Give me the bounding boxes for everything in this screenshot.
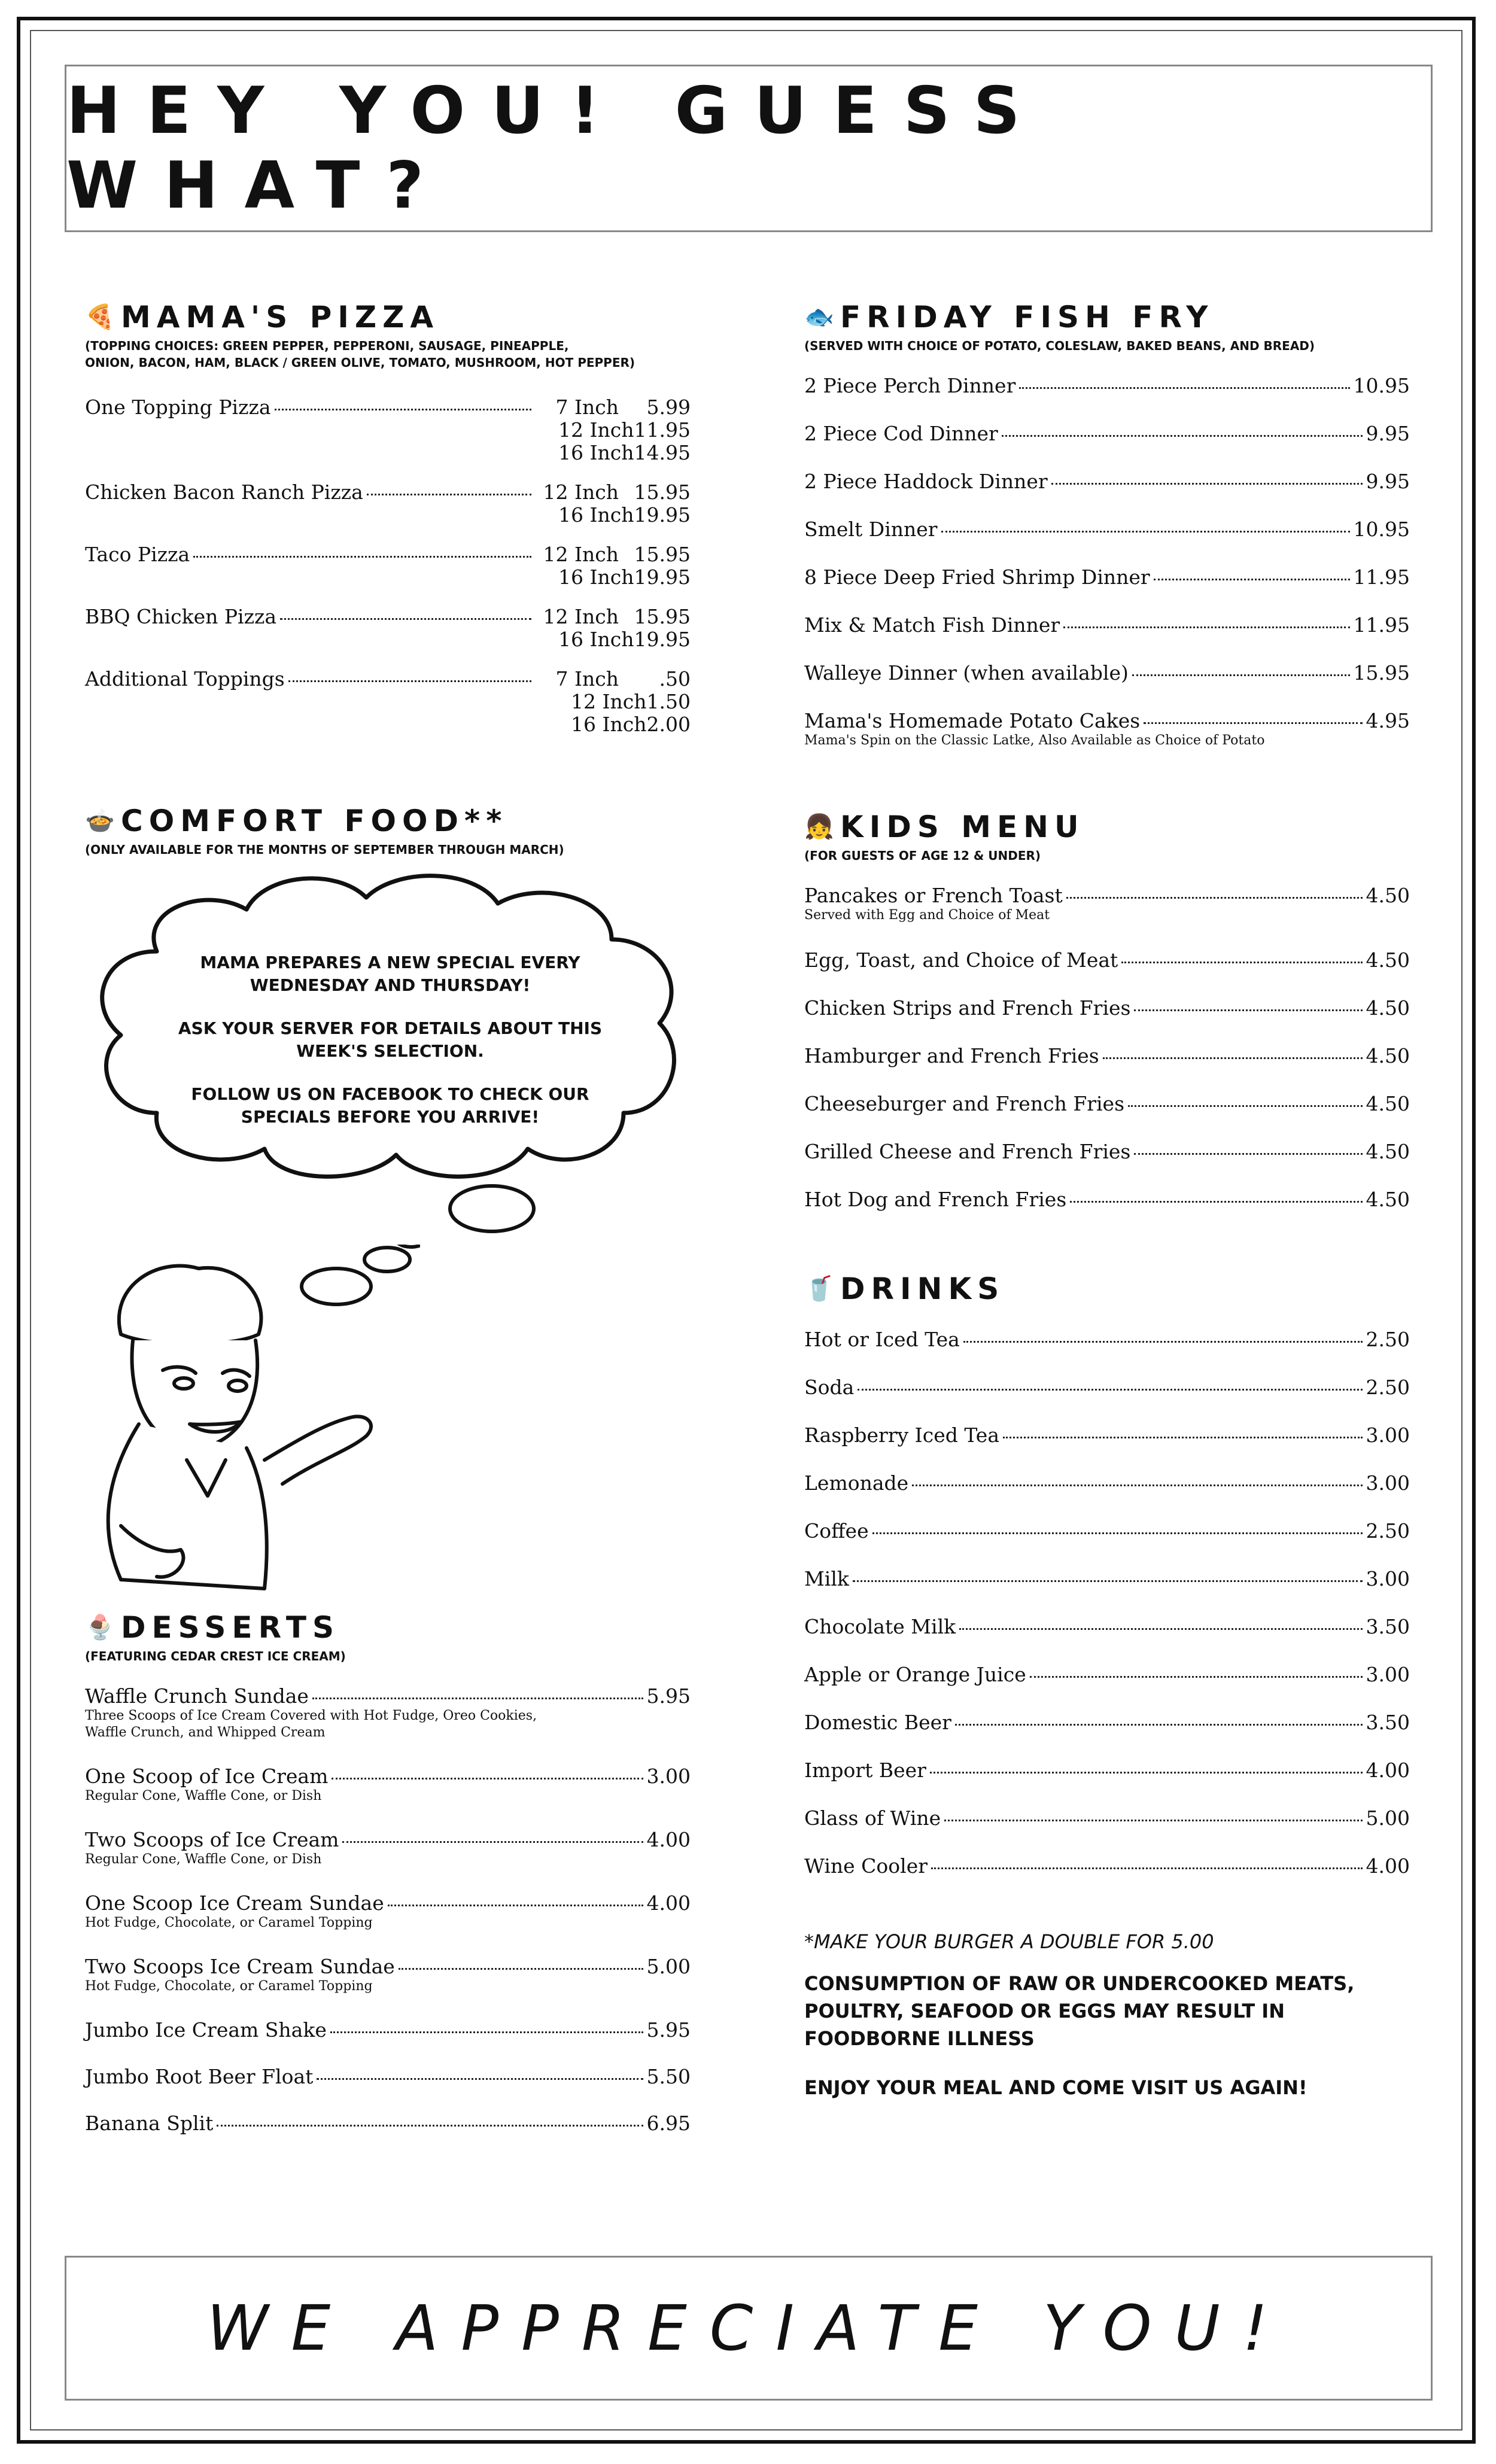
item-price: 10.95 [1353,518,1410,541]
kids-title: KIDS MENU [840,810,1085,844]
item-price: 4.50 [1366,884,1410,907]
menu-item [804,422,1410,445]
menu-item-row [85,2065,691,2088]
menu-item-row [804,884,1410,907]
item-price: 15.95 [634,480,691,504]
item-name: Milk [804,1567,849,1590]
menu-item-row [85,481,691,504]
item-name: One Scoop Ice Cream Sundae [85,1891,384,1915]
menu-item [804,1759,1410,1782]
item-name: 2 Piece Cod Dinner [804,422,998,445]
kids-list [804,884,1410,1211]
dot-leader [1070,1201,1362,1203]
item-name: Walleye Dinner (when available) [804,661,1129,685]
size-price-row [85,442,691,464]
dot-leader [1154,579,1350,580]
item-size: 12 Inch [558,418,634,442]
menu-item [804,997,1410,1020]
pizza-title: MAMA'S PIZZA [121,300,440,334]
size-price-row [85,419,691,442]
item-name: Chicken Bacon Ranch Pizza [85,480,363,504]
item-description: Served with Egg and Choice of Meat [804,908,1050,923]
fish-list [804,375,1410,749]
dot-leader [1002,435,1363,437]
pizza-toppings-note: (TOPPING CHOICES: GREEN PEPPER, PEPPERONI, SAUSAGE, PINEAPPLE, ONION, BACON, HAM, BLACK / GREEN OLIVE, TOMATO, MUSHROOM, HOT PEPPER) [85,339,636,370]
desserts-title: DESSERTS [121,1610,340,1645]
menu-item-row [804,1045,1410,1067]
fish-heading [804,299,1410,335]
menu-item-row [85,1955,691,1978]
desserts-note: (FEATURING CEDAR CREST ICE CREAM) [85,1649,346,1663]
dot-leader [1128,1105,1363,1107]
item-price: 19.95 [634,565,691,589]
item-name: Jumbo Ice Cream Shake [85,2018,327,2042]
dot-leader [1030,1676,1363,1678]
menu-item [85,1955,691,1995]
item-price: 3.00 [646,1765,691,1788]
menu-item [85,668,691,736]
dot-leader [193,556,531,558]
menu-item [804,1807,1410,1830]
menu-item-row [804,1328,1410,1351]
child-icon: 👧 [804,813,834,841]
menu-item-row [85,1829,691,1851]
dot-leader [930,1772,1363,1774]
item-name: Additional Toppings [85,667,285,690]
comfort-title: COMFORT FOOD** [121,804,508,838]
size-price-row [85,566,691,589]
menu-item [804,1663,1410,1686]
item-price: 5.99 [646,396,691,419]
menu-item [85,2112,691,2135]
fish-note: (SERVED WITH CHOICE OF POTATO, COLESLAW, BAKED BEANS, AND BREAD) [804,339,1315,353]
menu-item [804,1376,1410,1399]
menu-item [804,614,1410,637]
item-description: Regular Cone, Waffle Cone, or Dish [85,1852,322,1867]
dot-leader [217,2125,643,2127]
item-price: 19.95 [634,503,691,527]
item-name: Taco Pizza [85,543,190,566]
item-price: 15.95 [634,543,691,566]
dot-leader [288,680,531,682]
item-name: 8 Piece Deep Fried Shrimp Dinner [804,565,1150,589]
dot-leader [944,1820,1362,1821]
soup-bowl-icon: 🍲 [85,807,115,835]
menu-item-row [804,1711,1410,1734]
item-price: 4.00 [1366,1759,1410,1782]
menu-item-row [804,1568,1410,1590]
item-price: 4.00 [1366,1854,1410,1878]
item-size: 12 Inch [571,690,647,713]
dot-leader [312,1698,643,1699]
item-size: 16 Inch [558,565,634,589]
desserts-list [85,1685,691,2135]
item-price: 10.95 [1353,374,1410,397]
menu-item-row [804,1376,1410,1399]
menu-item-row [804,1807,1410,1830]
item-description: Mama's Spin on the Classic Latke, Also Available as Choice of Potato [804,733,1265,748]
item-price: 15.95 [1353,661,1410,685]
menu-item-row [804,662,1410,685]
footer-banner [65,2256,1433,2401]
menu-item-row [804,566,1410,589]
item-name: Wine Cooler [804,1854,928,1878]
drinks-section [804,1271,1410,1903]
item-price: 9.95 [1366,422,1410,445]
item-price: 5.00 [1366,1806,1410,1830]
item-name: 2 Piece Perch Dinner [804,374,1016,397]
menu-item [85,2019,691,2042]
item-description: Hot Fudge, Chocolate, or Caramel Topping [85,1979,373,1994]
item-name: Soda [804,1376,855,1399]
item-price: 4.95 [1366,709,1410,732]
item-price: 4.50 [1366,1092,1410,1115]
dot-leader [872,1532,1363,1534]
item-name: Hot or Iced Tea [804,1328,960,1351]
dot-leader [1003,1437,1363,1438]
fish-icon: 🐟 [804,303,834,331]
item-price: 3.50 [1366,1615,1410,1638]
fish-title: FRIDAY FISH FRY [840,300,1214,334]
menu-item-row [804,518,1410,541]
item-name: Pancakes or French Toast [804,884,1063,907]
menu-item [804,1188,1410,1211]
dot-leader [275,409,531,410]
menu-item [85,396,691,464]
menu-item-row [85,668,691,690]
drink-cup-icon: 🥤 [804,1275,834,1303]
size-price [535,543,691,566]
item-size: 7 Inch [555,667,619,690]
item-size: 16 Inch [558,503,634,527]
dot-leader [912,1485,1362,1486]
item-price: 3.00 [1366,1423,1410,1447]
item-size: 7 Inch [555,396,619,419]
menu-item-row [804,710,1410,732]
comfort-section [85,803,691,858]
pizza-section [85,299,691,753]
header-title: HEY YOU! GUESS WHAT? [66,74,1047,223]
dot-leader [941,531,1350,533]
item-price: 4.50 [1366,1140,1410,1163]
item-name: Jumbo Root Beer Float [85,2065,314,2088]
desserts-section [85,1610,691,2159]
item-price: 1.50 [646,690,691,713]
menu-item [804,884,1410,924]
item-price: 4.50 [1366,1188,1410,1211]
menu-item [804,662,1410,685]
item-price: 2.50 [1366,1376,1410,1399]
menu-item-row [804,1520,1410,1543]
item-price: 5.95 [646,2018,691,2042]
dot-leader [367,494,531,495]
size-price [535,668,691,690]
item-name: 2 Piece Haddock Dinner [804,470,1048,493]
drinks-title: DRINKS [840,1271,1005,1306]
menu-notes [804,1928,1410,2101]
item-price: 11.95 [1353,565,1410,589]
menu-item [804,1568,1410,1590]
item-name: Mix & Match Fish Dinner [804,613,1060,637]
dot-leader [931,1867,1363,1869]
menu-item-row [804,1663,1410,1686]
dot-leader [388,1905,643,1906]
menu-item [804,949,1410,972]
item-price: 3.50 [1366,1711,1410,1734]
menu-item [804,1328,1410,1351]
dot-leader [858,1389,1362,1391]
menu-item-row [804,997,1410,1020]
item-price: .50 [659,667,691,690]
item-price: 3.00 [1366,1567,1410,1590]
menu-item [804,710,1410,749]
comfort-note: (ONLY AVAILABLE FOR THE MONTHS OF SEPTEMBER THROUGH MARCH) [85,842,564,857]
drinks-heading [804,1271,1410,1307]
menu-item-row [804,1759,1410,1782]
menu-item [804,1855,1410,1878]
item-name: Smelt Dinner [804,518,938,541]
item-name: Chocolate Milk [804,1615,956,1638]
item-name: One Topping Pizza [85,396,271,419]
item-name: Domestic Beer [804,1711,951,1734]
menu-item [804,1472,1410,1495]
menu-item [804,518,1410,541]
dot-leader [342,1841,643,1843]
dot-leader [1144,722,1362,724]
thank-you-note: ENJOY YOUR MEAL AND COME VISIT US AGAIN! [804,2076,1308,2099]
item-price: 3.00 [1366,1471,1410,1495]
size-price-row [85,690,691,713]
menu-item [85,1829,691,1868]
menu-item [804,375,1410,397]
menu-item-row [85,396,691,419]
menu-item-row [804,1140,1410,1163]
dot-leader [1134,1009,1362,1011]
item-size: 16 Inch [558,628,634,651]
item-price: 15.95 [634,605,691,628]
menu-item [85,1765,691,1805]
drinks-list [804,1328,1410,1878]
item-price: 5.95 [646,1684,691,1708]
size-price [535,606,691,628]
kids-heading [804,809,1410,845]
menu-item-row [85,1685,691,1708]
menu-item [804,1711,1410,1734]
menu-item [804,1093,1410,1115]
menu-item-row [85,2112,691,2135]
item-price: 4.00 [646,1828,691,1851]
item-name: Egg, Toast, and Choice of Meat [804,948,1118,972]
item-name: Hamburger and French Fries [804,1044,1099,1067]
item-price: 19.95 [634,628,691,651]
dot-leader [1066,897,1363,899]
double-burger-note: *MAKE YOUR BURGER A DOUBLE FOR 5.00 [804,1930,1214,1953]
item-name: Chicken Strips and French Fries [804,996,1131,1020]
menu-item [804,1140,1410,1163]
dot-leader [330,2031,643,2033]
dot-leader [959,1628,1362,1630]
item-name: BBQ Chicken Pizza [85,605,277,628]
item-name: Grilled Cheese and French Fries [804,1140,1131,1163]
item-name: Cheeseburger and French Fries [804,1092,1125,1115]
size-price [535,396,691,419]
item-size: 16 Inch [571,713,647,736]
menu-item-row [85,1765,691,1788]
comfort-heading [85,803,691,839]
menu-item-row [804,1424,1410,1447]
dot-leader [399,1968,643,1970]
item-price: 2.00 [646,713,691,736]
menu-item-row [85,543,691,566]
pizza-icon: 🍕 [85,303,115,331]
item-price: 11.95 [634,418,691,442]
dot-leader [1063,626,1349,628]
size-price-row [85,628,691,651]
menu-item-row [804,422,1410,445]
dot-leader [1134,1153,1362,1155]
menu-item-row [804,1855,1410,1878]
sundae-icon: 🍨 [85,1614,115,1641]
item-name: Coffee [804,1519,869,1543]
menu-item-row [85,606,691,628]
menu-item [85,481,691,527]
item-size: 16 Inch [558,441,634,464]
thought-cloud [85,862,695,1245]
item-name: Banana Split [85,2112,214,2135]
item-price: 4.50 [1366,996,1410,1020]
item-price: 4.00 [646,1891,691,1915]
item-name: Apple or Orange Juice [804,1663,1026,1686]
size-price-row [85,713,691,736]
dot-leader [1132,674,1350,676]
item-price: 2.50 [1366,1328,1410,1351]
header-banner [65,65,1433,232]
cloud-text: MAMA PREPARES A NEW SPECIAL EVERY WEDNESDAY AND THURSDAY! ASK YOUR SERVER FOR DETAILS ABOUT THIS WEEK'S SELECTION. FOLLOW US ON FACEBOOK TO CHECK OUR SPECIALS BEFORE YOU ARRIVE! [178,953,603,1127]
dot-leader [280,618,531,620]
kids-section [804,809,1410,1236]
item-name: Waffle Crunch Sundae [85,1684,309,1708]
menu-item [804,470,1410,493]
dot-leader [332,1778,643,1779]
dot-leader [1019,387,1349,389]
dot-leader [317,2078,643,2080]
item-name: Raspberry Iced Tea [804,1423,999,1447]
item-price: 5.50 [646,2065,691,2088]
pizza-heading [85,299,691,335]
dot-leader [963,1341,1363,1343]
menu-item-row [804,375,1410,397]
item-name: Lemonade [804,1471,909,1495]
item-name: Import Beer [804,1759,926,1782]
menu-item [804,1616,1410,1638]
dot-leader [1103,1057,1363,1059]
menu-item [85,543,691,589]
item-price: 6.95 [646,2112,691,2135]
menu-item-row [804,949,1410,972]
menu-item [85,2065,691,2088]
menu-item-row [804,1472,1410,1495]
dot-leader [955,1724,1363,1726]
dot-leader [1051,483,1363,485]
pizza-list [85,396,691,736]
item-name: One Scoop of Ice Cream [85,1765,329,1788]
item-price: 4.50 [1366,948,1410,972]
item-name: Mama's Homemade Potato Cakes [804,709,1141,732]
menu-item-row [804,1616,1410,1638]
kids-note: (FOR GUESTS OF AGE 12 & UNDER) [804,848,1041,863]
menu-item-row [804,1093,1410,1115]
menu-item-row [804,1188,1410,1211]
menu-item [85,606,691,651]
menu-item-row [804,614,1410,637]
menu-item [804,1045,1410,1067]
item-price: 3.00 [1366,1663,1410,1686]
item-price: 2.50 [1366,1519,1410,1543]
item-size: 12 Inch [543,543,619,566]
item-price: 5.00 [646,1955,691,1978]
menu-item-row [85,2019,691,2042]
item-description: Regular Cone, Waffle Cone, or Dish [85,1788,322,1803]
food-safety-warning: CONSUMPTION OF RAW OR UNDERCOOKED MEATS, POULTRY, SEAFOOD OR EGGS MAY RESULT IN FOODBORNE ILLNESS [804,1972,1355,2050]
dot-leader [1121,962,1362,963]
item-price: 11.95 [1353,613,1410,637]
menu-item [85,1685,691,1741]
item-description: Waffle Crunch, and Whipped Cream [85,1725,326,1740]
item-name: Two Scoops Ice Cream Sundae [85,1955,395,1978]
chef-illustration [85,1245,420,1604]
item-name: Glass of Wine [804,1806,941,1830]
dot-leader [853,1580,1363,1582]
item-price: 9.95 [1366,470,1410,493]
menu-item [804,566,1410,589]
item-name: Two Scoops of Ice Cream [85,1828,339,1851]
item-name: Hot Dog and French Fries [804,1188,1067,1211]
item-price: 14.95 [634,441,691,464]
menu-item [804,1520,1410,1543]
item-description: Hot Fudge, Chocolate, or Caramel Topping [85,1915,373,1930]
size-price [535,481,691,504]
item-size: 12 Inch [543,480,619,504]
item-size: 12 Inch [543,605,619,628]
menu-item-row [804,470,1410,493]
menu-item [804,1424,1410,1447]
desserts-heading [85,1610,691,1645]
footer-title: WE APPRECIATE YOU! [206,2292,1291,2365]
fish-section [804,299,1410,774]
item-price: 4.50 [1366,1044,1410,1067]
menu-item-row [85,1892,691,1915]
item-description: Three Scoops of Ice Cream Covered with Hot Fudge, Oreo Cookies, [85,1708,537,1723]
menu-item [85,1892,691,1931]
size-price-row [85,504,691,527]
